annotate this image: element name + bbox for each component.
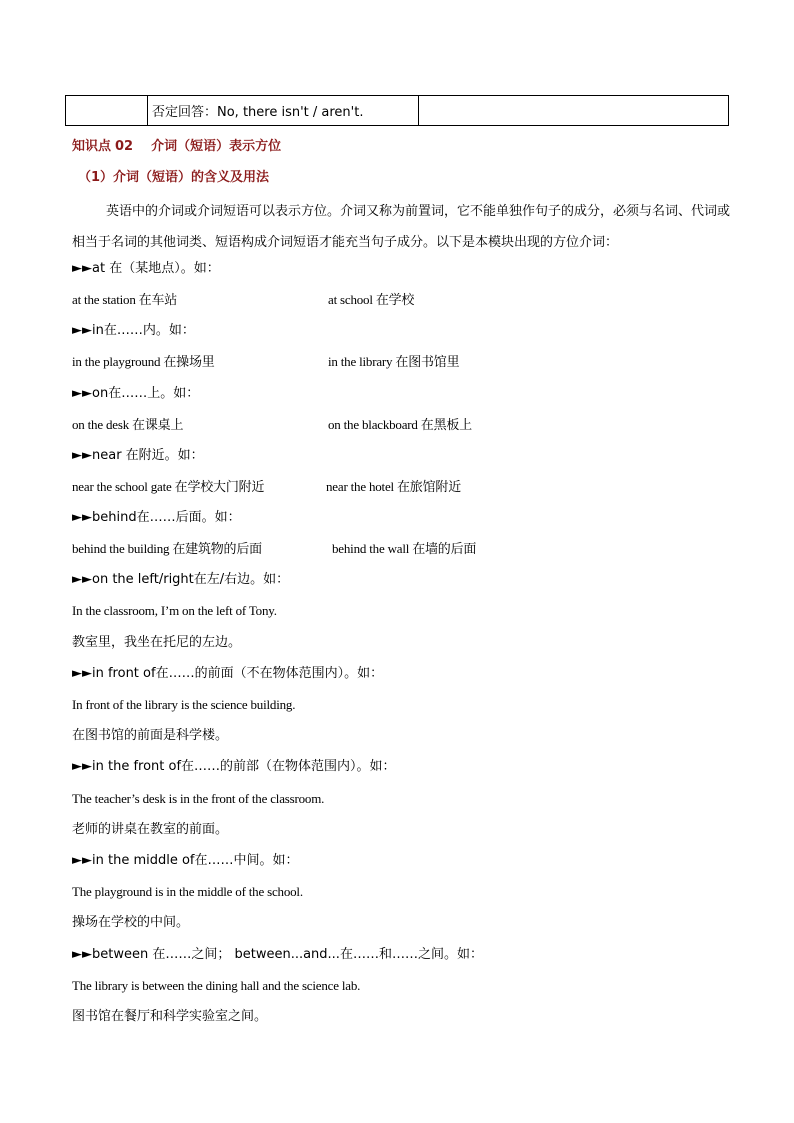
example-sentence-en: The library is between the dining hall and the science lab.: [72, 978, 361, 993]
example-2: in the library 在图书馆里: [328, 354, 460, 369]
example-2: behind the wall 在墙的后面: [332, 541, 477, 556]
example-1: on the desk 在课桌上: [72, 417, 184, 432]
example-sentence-zh: 在图书馆的前面是科学楼。: [72, 728, 229, 743]
rule-line: ►►on在……上。如：: [72, 386, 200, 401]
example-2: at school 在学校: [328, 292, 415, 307]
rule-line: ►►in the middle of在……中间。如：: [72, 853, 299, 868]
negative-answer-text: 否定回答：No, there isn't / aren't.: [152, 105, 364, 120]
table-cell: [419, 96, 729, 126]
rule-line: ►►in在……内。如：: [72, 323, 195, 338]
example-sentence-zh: 老师的讲桌在教室的前面。: [72, 822, 229, 837]
example-1: at the station 在车站: [72, 292, 178, 307]
example-sentence-en: In the classroom, I’m on the left of Tony.: [72, 603, 277, 618]
example-sentence-zh: 操场在学校的中间。: [72, 915, 190, 930]
intro-paragraph: 英语中的介词或介词短语可以表示方位。介词又称为前置词，它不能单独作句子的成分，必须与名词、代词或相当于名词的其他词类、短语构成介词短语才能充当句子成分。以下是本模块出现的方位介词：: [72, 204, 731, 250]
table-row: [66, 96, 729, 126]
example-1: in the playground 在操场里: [72, 354, 215, 369]
example-2: near the hotel 在旅馆附近: [326, 479, 461, 494]
rule-line: ►►between 在……之间； between...and...在……和……之间。如：: [72, 947, 483, 962]
subheading: （1）介词（短语）的含义及用法: [78, 170, 270, 185]
example-1: near the school gate 在学校大门附近: [72, 479, 265, 494]
rule-line: ►►behind在……后面。如：: [72, 510, 241, 525]
example-line: [72, 290, 177, 310]
rule-line: ►►in the front of在……的前部（在物体范围内）。如：: [72, 759, 396, 774]
table-cell-negative-answer: [148, 96, 419, 126]
example-sentence-en: In front of the library is the science building.: [72, 697, 296, 712]
rule-line: ►►near 在附近。如：: [72, 448, 204, 463]
example-sentence-en: The playground is in the middle of the school.: [72, 884, 303, 899]
knowledge-point-heading: [72, 135, 281, 154]
example-2: on the blackboard 在黑板上: [328, 417, 472, 432]
example-sentence-zh: 图书馆在餐厅和科学实验室之间。: [72, 1009, 268, 1024]
heading-number: 02: [115, 139, 134, 154]
example-sentence-zh: 教室里，我坐在托尼的左边。: [72, 635, 242, 650]
heading-title: 介词（短语）表示方位: [151, 139, 282, 154]
table-cell: [66, 96, 148, 126]
rule-line: ►►in front of在……的前面（不在物体范围内）。如：: [72, 666, 384, 681]
rule-line: ►►at 在（某地点）。如：: [72, 261, 220, 276]
example-1: behind the building 在建筑物的后面: [72, 541, 262, 556]
heading-label: 知识点: [72, 139, 112, 154]
answer-table: [65, 95, 729, 126]
rule-line: ►►on the left/right在左/右边。如：: [72, 572, 290, 587]
example-sentence-en: The teacher’s desk is in the front of the classroom.: [72, 791, 325, 806]
